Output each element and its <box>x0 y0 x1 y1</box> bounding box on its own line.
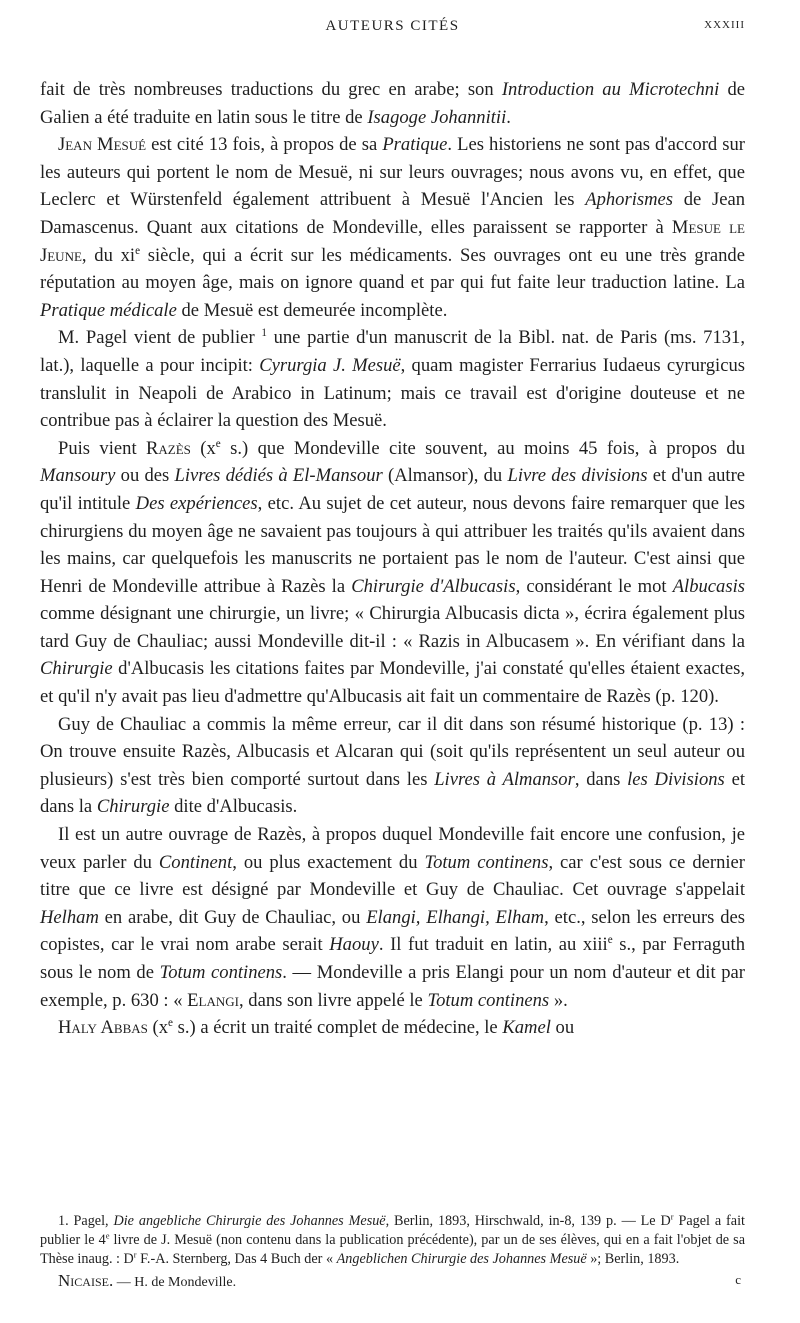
italic-run: Pratique <box>382 134 448 156</box>
text-run: comme désignant une chirurgie, un livre; « Chirurgia Albucasis dicta », écrira également plus tard Guy de Chauliac; aussi Mondeville dit-il : « Razis in Albucasem ». En vérifiant dans la <box>40 603 745 652</box>
italic-run: Die angebliche Chirurgie des Johannes Mesuë <box>113 1213 386 1229</box>
text-run: de Mesuë est demeurée incomplète. <box>176 299 448 321</box>
text-run: ou <box>550 1017 575 1039</box>
superscript-run: 1 <box>261 327 267 340</box>
page-number: XXXIII <box>704 19 745 31</box>
small-caps-run: Haly Abbas <box>58 1017 148 1039</box>
paragraph <box>40 1014 745 1042</box>
text-run: fait de très nombreuses traductions du grec en arabe; son <box>40 79 502 100</box>
signature-mark <box>58 1271 236 1291</box>
italic-run: Kamel <box>502 1017 551 1039</box>
italic-run: Des expériences <box>135 492 258 514</box>
text-run: , ou plus exactement du <box>232 851 425 873</box>
text-run: et d'un autre qu'il intitule <box>40 465 746 514</box>
small-caps-run: Jean Mesué <box>58 134 147 156</box>
text-run: dite d'Albucasis. <box>169 796 298 818</box>
italic-run: les Divisions <box>627 768 725 790</box>
text-run: d'Albucasis les citations faites par Mondeville, j'ai constaté qu'elles étaient exactes, et qu'il n'y avait pas lieu d'admettre qu'Albucasis ait fait un commentaire de Razès (p. 120). <box>40 658 745 708</box>
paragraph <box>40 711 745 821</box>
italic-run: Livres à Almansor <box>434 768 575 790</box>
text-run: . — Mondeville a pris Elangi pour un nom d'auteur et dit par exemple, p. 630 : « <box>40 962 745 1011</box>
text-run: ». <box>549 989 568 1011</box>
italic-run: Chirurgie <box>40 658 113 680</box>
italic-run: Isagoge Johannitii <box>367 106 507 128</box>
italic-run: Cyrurgia J. Mesuë <box>259 354 401 376</box>
text-run: Pagel a fait publier le 4 <box>40 1213 745 1248</box>
italic-run: Introduction au Microtechni <box>501 79 720 100</box>
text-run: , dans <box>574 768 628 790</box>
small-caps-run: Razès <box>146 437 191 459</box>
text-run: , etc., selon les erreurs des copistes, car le vrai nom arabe serait <box>40 906 745 956</box>
text-run: , car c'est sous ce dernier titre que ce livre est désigné par Mondeville et Guy de Chauliac. Cet ouvrage s'appelait <box>40 851 745 901</box>
text-run: (x <box>190 437 216 459</box>
footnote <box>40 1212 745 1269</box>
superscript-run: e <box>607 934 613 947</box>
text-run: s., par Ferraguth sous le nom de <box>40 934 745 983</box>
text-run: (x <box>147 1017 168 1039</box>
text-run: est cité 13 fois, à propos de sa <box>146 134 383 156</box>
italic-run: Elangi, Elhangi, Elham <box>366 906 545 928</box>
text-run: et dans la <box>40 768 745 818</box>
superscript-run: e <box>168 1017 173 1029</box>
text-run: , du xi <box>81 244 136 266</box>
text-run: (Almansor), du <box>382 465 508 487</box>
footnotes <box>40 1212 745 1269</box>
text-run: 1. Pagel, <box>58 1213 114 1229</box>
paragraph <box>40 76 745 131</box>
italic-run: Livres dédiés à El-Mansour <box>174 465 383 487</box>
signature-letter: c <box>735 1272 741 1287</box>
italic-run: Livre des divisions <box>507 465 648 487</box>
text-run: ou des <box>115 465 175 487</box>
text-run: . Il fut traduit en latin, au xiii <box>378 934 608 956</box>
paragraph <box>40 131 745 324</box>
superscript-run: r <box>670 1211 674 1222</box>
text-run: »; Berlin, 1893. <box>586 1251 680 1267</box>
text-run: de Jean Damascenus. Quant aux citations de Mondeville, elles paraissent se rapporter à <box>40 189 745 238</box>
superscript-run: e <box>135 244 141 257</box>
italic-run: Helham <box>40 906 99 928</box>
text-run: Puis vient <box>58 437 146 459</box>
text-run: , considérant le mot <box>515 575 673 597</box>
text-run: en arabe, dit Guy de Chauliac, ou <box>98 906 367 928</box>
superscript-run: e <box>105 1230 110 1241</box>
italic-run: Albucasis <box>672 575 745 597</box>
page-footer <box>40 1271 745 1295</box>
italic-run: Mansoury <box>40 465 116 487</box>
text-run: une partie d'un manuscrit de la Bibl. nat. de Paris (ms. 7131, lat.), laquelle a pour incipit: <box>40 327 745 376</box>
paragraph <box>40 435 745 711</box>
text-run: siècle, qui a écrit sur les médicaments. Ses ouvrages ont eu une très grande réputation au moyen âge, mais on ignore quand et par qui fut faite leur traduction latine. La <box>40 244 745 294</box>
italic-run: Haouy <box>329 934 379 956</box>
text-run: s.) que Mondeville cite souvent, au moins 45 fois, à propos du <box>220 437 746 459</box>
text-run: . <box>506 106 511 128</box>
body-text <box>40 76 745 1042</box>
italic-run: Chirurgie <box>96 796 170 818</box>
italic-run: Continent <box>158 851 233 873</box>
text-run: M. Pagel vient de publier <box>58 327 262 349</box>
text-run: Guy de Chauliac a commis la même erreur, car il dit dans son résumé historique (p. 13) : On trouve ensuite Razès, Albucasis et Alcaran qui (soit qu'ils représentent un seul auteur ou plusieurs) s'est très bien comporté surtout dans les <box>40 713 745 790</box>
text-run: , dans son livre appelé le <box>238 989 428 1011</box>
italic-run: Pratique médicale <box>40 299 177 321</box>
italic-run: Chirurgie d'Albucasis <box>351 575 516 597</box>
superscript-run: e <box>215 437 221 450</box>
text-run: livre de J. Mesuë (non contenu dans la publication précédente), par un de ses élèves, qui en a fait l'objet de sa Thèse inaug. : D <box>40 1232 745 1267</box>
text-run: F.-A. Sternberg, Das 4 Buch der « <box>136 1251 337 1267</box>
text-run: , quam magister Ferrarius Iudaeus cyrurgicus translulit in Neapoli de Arabico in Latinum; mais ce travail est d'origine douteuse et ne contribue pas à éclairer la question des Mesuë. <box>40 354 745 432</box>
signature-name: Nicaise. <box>58 1271 114 1290</box>
italic-run: Totum continens <box>424 851 549 873</box>
text-run: de Galien a été traduite en latin sous le titre de <box>40 79 745 128</box>
paragraph <box>40 324 745 434</box>
text-run: Il est un autre ouvrage de Razès, à propos duquel Mondeville fait encore une confusion, je veux parler du <box>40 824 745 873</box>
small-caps-run: Mesue le Jeune <box>40 216 745 266</box>
text-run: , etc. Au sujet de cet auteur, nous devons faire remarquer que les chirurgiens du moyen âge ne savaient pas toujours à qui attribuer les traités qu'ils avaient dans les mains, car quelquefois les manuscrits ne portaient pas le nom de l'auteur. C'est ainsi que Henri de Mondeville attribue à Razès la <box>40 492 745 597</box>
signature-rest: — H. de Mondeville. <box>113 1275 237 1290</box>
page-header <box>40 16 745 44</box>
text-run: . Les historiens ne sont pas d'accord sur les auteurs qui portent le nom de Mesuë, ni sur leurs ouvrages; nous avons vu, en effet, que Leclerc et Würstenfeld également attribuent à Mesuë l'Ancien les <box>40 134 746 211</box>
italic-run: Aphorismes <box>585 189 674 211</box>
paragraph <box>40 821 745 1014</box>
small-caps-run: Elangi <box>187 989 239 1011</box>
superscript-run: r <box>133 1249 137 1260</box>
text-run: , Berlin, 1893, Hirschwald, in-8, 139 p. — Le D <box>385 1213 671 1229</box>
italic-run: Angeblichen Chirurgie des Johannes Mesuë <box>336 1251 587 1267</box>
italic-run: Totum continens <box>159 962 283 983</box>
italic-run: Totum continens <box>427 989 550 1011</box>
running-title: AUTEURS CITÉS <box>325 18 460 34</box>
text-run: s.) a écrit un traité complet de médecine, le <box>172 1017 503 1039</box>
